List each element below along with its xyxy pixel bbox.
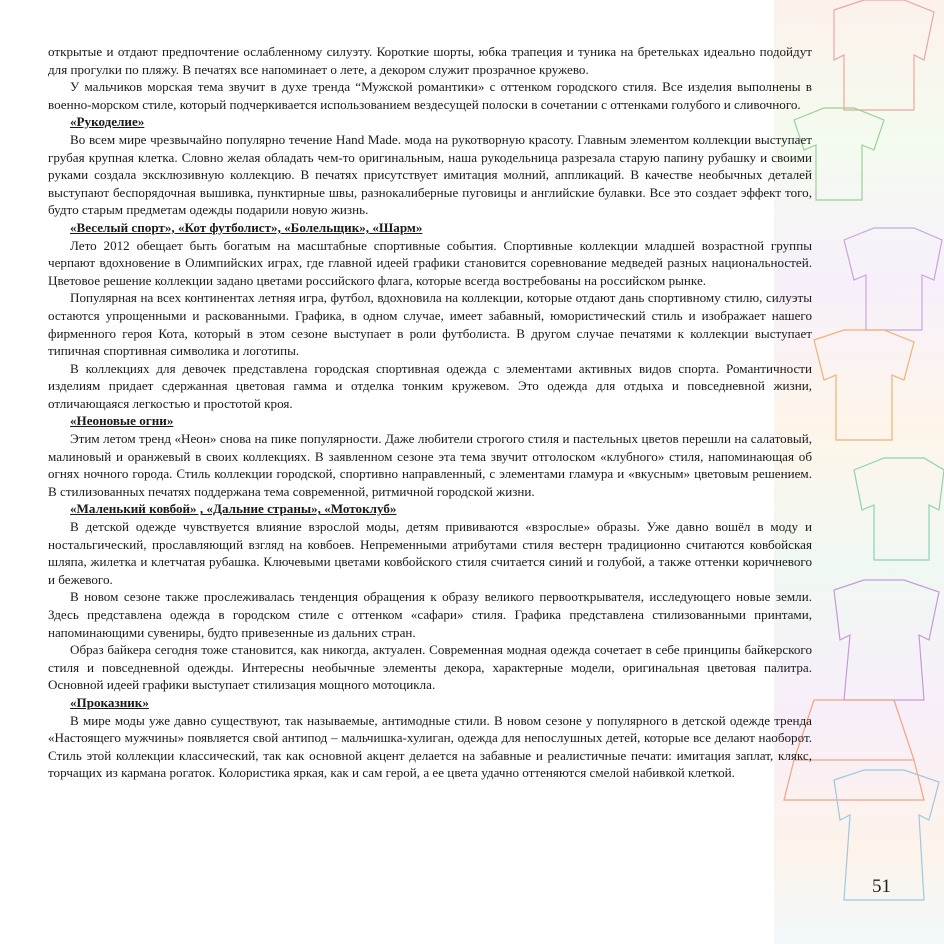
section-heading: «Неоновые огни» bbox=[70, 413, 174, 429]
paragraph: В детской одежде чувствуется влияние взрослой моды, детям прививаются «взрослые» образы. Уже давно вошёл в моду и ностальгический, прославляющий взгляд на ковбоев. Непременными атрибутами стиля вестерн традиционно считаются ковбойская шляпа, жилетка и клетчатая рубашка. Ключевыми цветами ковбойского стиля считается синий и голубой, а также оттенки коричневого и бежевого. bbox=[48, 519, 812, 587]
paragraph: Образ байкера сегодня тоже становится, как никогда, актуален. Современная модная одежда сочетает в себе принципы байкерского стиля и повседневной одежды. Интересны необычные элементы декора, характерные модели, оригинальная цветовая палитра. Основной идеей графики выступает стилизация мощного мотоцикла. bbox=[48, 642, 812, 693]
paragraph: В новом сезоне также прослеживалась тенденция обращения к образу великого первооткрывателя, исследующего новые земли. Здесь представлена одежда в городском стиле с оттенком «сафари» стиля. Графика представлена стилизованными принтами, напоминающими сувениры, будто привезенные из дальних стран. bbox=[48, 589, 812, 640]
article-body bbox=[48, 43, 812, 782]
paragraph: В мире моды уже давно существуют, так называемые, антимодные стили. В новом сезоне у популярного в детской одежде тренда «Настоящего мужчины» появляется свой антипод – мальчишка-хулиган, одежда для непослушных детей, которые все делают наоборот. Стиль этой коллекции классический, так как основной акцент делается на забавные и реалистичные печати: имитация заплат, клякс, торчащих из кармана рогаток. Колористика яркая, как и сам герой, а ее цвета удачно оттеняются смелой набивкой клеткой. bbox=[48, 712, 812, 781]
paragraph: В коллекциях для девочек представлена городская спортивная одежда с элементами активных видов спорта. Романтичности изделиям придает сдержанная цветовая гамма и отделка тонким кружевом. Это одежда для отдыха и повседневной жизни, отличающаяся легкостью и простотой кроя. bbox=[48, 360, 812, 411]
section-heading: «Проказник» bbox=[70, 694, 149, 710]
section-heading: «Маленький ковбой» , «Дальние страны», «Мотоклуб» bbox=[70, 501, 397, 517]
page-number: 51 bbox=[872, 876, 891, 897]
paragraph: открытые и отдают предпочтение ослабленному силуэту. Короткие шорты, юбка трапеция и туника на бретельках идеально подойдут для прогулки по пляжу. В печатях все напоминает о лете, а декором служит прозрачное кружево. bbox=[48, 44, 812, 77]
paragraph: Популярная на всех континентах летняя игра, футбол, вдохновила на коллекции, которые отдают дань спортивному стилю, силуэты остаются упрощенными и раскованными. Графика, в одном случае, имеет забавный, юмористический стиль и изображает нашего фирменного героя Кота, который в этом сезоне выступает в роли футболиста. В другом случае печатями к коллекции выступает типичная спортивная символика и логотипы. bbox=[48, 290, 812, 359]
dress-sketch-icon bbox=[834, 0, 934, 110]
section-heading: «Веселый спорт», «Кот футболист», «Болельщик», «Шарм» bbox=[70, 219, 423, 235]
paragraph: Во всем мире чрезвычайно популярно течение Hand Made. мода на рукотворную красоту. Главным элементом коллекции выступает грубая крупная клетка. Словно желая обладать чем-то оригинальным, наша рукодельница разрезала старую папину рубашку и своими руками создала эксклюзивную коллекцию. В печатях присутствует имитация молний, аппликаций. В качестве необычных деталей выступают беспорядочная вышивка, пунктирные швы, разнокалиберные пуговицы и английские булавки. Все это создает эффект того, будто старым предметам одежды подарили новую жизнь. bbox=[48, 131, 812, 218]
paragraph: У мальчиков морская тема звучит в духе тренда “Мужской романтики» с оттенком городского стиля. Все изделия выполнены в военно-морском стиле, который подчеркивается использованием вездесущей полоски в сочетании с оттенками голубого и сливочного. bbox=[48, 79, 812, 112]
shirt-sketch-icon bbox=[854, 458, 944, 560]
dotted-dress-sketch-icon bbox=[834, 580, 939, 700]
paragraph: Этим летом тренд «Неон» снова на пике популярности. Даже любители строгого стиля и пастельных цветов перешли на салатовый, малиновый и оранжевый в своих коллекциях. В заявленном сезоне эта тема звучит отголоском «клубного» стиля, напоминающая об огнях ночного города. Стиль коллекции городской, спортивно направленный, с элементами гламура и «вкусным» цветовым решением. В стилизованных печатях поддержана тема современной, ритмичной городской жизни. bbox=[48, 431, 812, 499]
blouse-sketch-icon bbox=[844, 228, 942, 330]
top-sketch-icon bbox=[814, 330, 914, 440]
section-heading: «Рукоделие» bbox=[70, 114, 145, 130]
paragraph: Лето 2012 обещает быть богатым на масштабные спортивные события. Спортивные коллекции младшей возрастной группы черпают вдохновение в Олимпийских играх, где главной идеей графики становится соревнование медведей разных национальностей. Цветовое решение коллекции задано цветами российского флага, которые всегда востребованы на российском рынке. bbox=[48, 237, 812, 288]
